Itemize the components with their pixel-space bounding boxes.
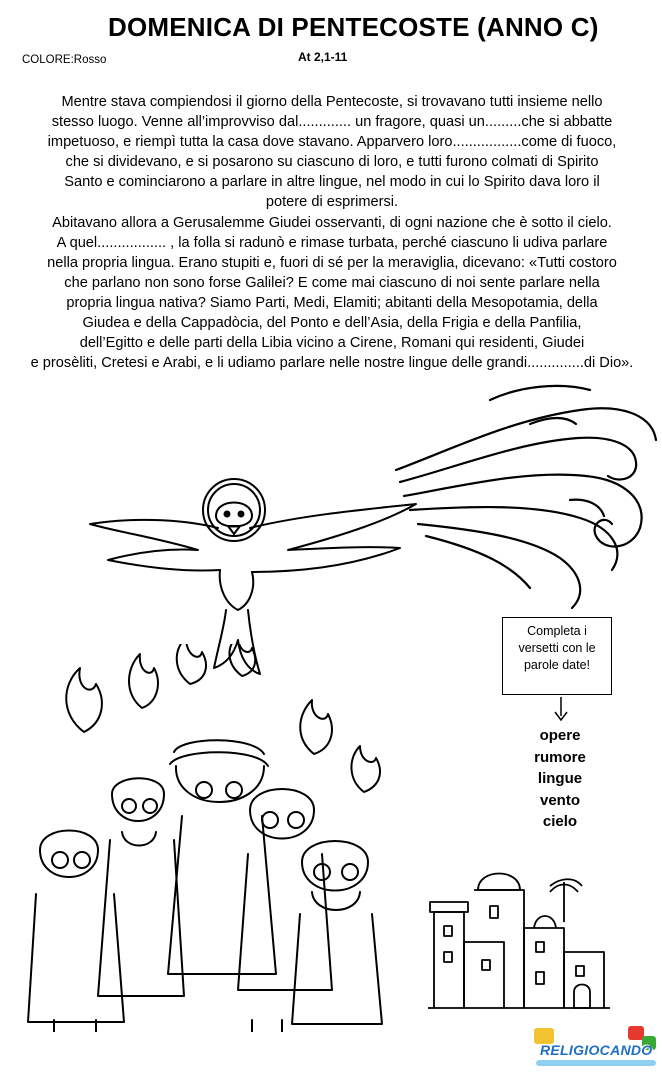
word-bank-item: rumore [534,748,586,766]
page-title: DOMENICA DI PENTECOSTE (ANNO C) [108,12,599,42]
passage-line: Santo e cominciarono a parlare in altre lingue, nel modo in cui lo Spirito dava loro il [64,174,600,191]
flame-icon [66,644,380,792]
word-bank [520,725,600,833]
word-bank-item: opere [539,727,581,744]
word-bank-item: lingue [537,770,583,787]
passage-line: Giudea e della Cappadòcia, del Ponto e dell’Asia, della Frigia e della Panfilia, [82,315,582,332]
instruction-box [502,617,612,695]
liturgical-color-label: COLORE:Rosso [22,54,107,66]
passage-line: A quel................. , la folla si radunò e rimase turbata, perché ciascuno li udiva parlare [56,234,608,251]
scripture-passage [4,92,660,373]
apostles-illustration [14,644,394,1032]
passage-line: Mentre stava compiendosi il giorno della Pentecoste, si trovavano tutti insieme nello [61,94,603,110]
jerusalem-city-icon [424,842,614,1010]
instruction-line: Completa i [527,624,587,638]
passage-line: che si dividevano, e si posarono su ciascuno di loro, e tutti furono colmati di Spirito [65,154,599,171]
passage-line: che parlano non sono forse Galilei? E come mai ciascuno di noi sente parlare nella [64,274,600,291]
logo-text: RELIGIOCANDO [540,1042,653,1058]
passage-line: e prosèliti, Cretesi e Arabi, e li udiamo parlare nelle nostre lingue delle grandi..............di Dio». [30,355,634,372]
arrow-down-icon [548,696,574,722]
passage-line: dell’Egitto e delle parti della Libia vicino a Cirene, Romani qui residenti, Giudei [79,335,585,352]
passage-line: Abitavano allora a Gerusalemme Giudei osservanti, di ogni nazione che è sotto il cielo. [52,214,612,231]
passage-line: impetuoso, e riempì tutta la casa dove stavano. Apparvero loro.................come di fuoco, [47,134,617,151]
passage-line: potere di esprimersi. [265,194,399,211]
religiocando-logo [532,1022,660,1076]
passage-line: nella propria lingua. Erano stupiti e, fuori di sé per la meraviglia, dicevano: «Tutti costoro [47,254,617,271]
instruction-line: parole date! [523,658,591,672]
passage-line: stesso luogo. Venne all’improvviso dal............. un fragore, quasi un.........che si abbatte [51,114,613,131]
passage-line: propria lingua nativa? Siamo Parti, Medi, Elamiti; abitanti della Mesopotamia, della [66,294,598,311]
instruction-line: versetti con le [518,641,596,655]
scripture-reference: At 2,1-11 [298,50,348,64]
word-bank-item: vento [539,791,580,809]
wind-swirl-icon [390,380,662,620]
word-bank-item: cielo [542,813,578,830]
